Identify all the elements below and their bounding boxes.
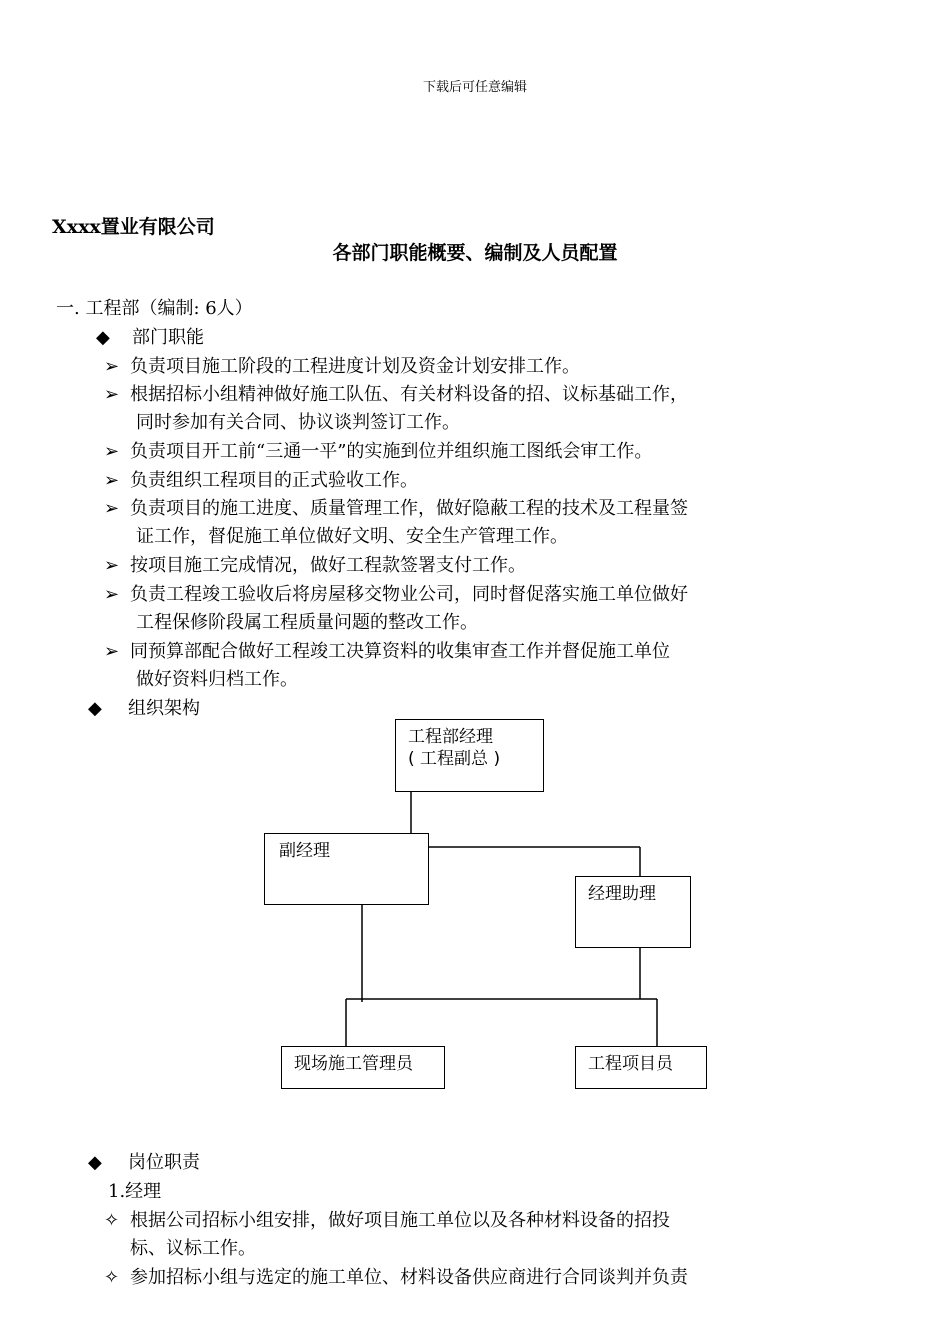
function-item-continuation: 做好资料归档工作。: [136, 669, 298, 690]
duties-heading-label: 岗位职责: [128, 1152, 200, 1173]
manager-title: 工程部经理: [408, 727, 493, 747]
function-item: ➢ 负责工程竣工验收后将房屋移交物业公司，同时督促落实施工单位做好: [104, 584, 688, 605]
function-item: ➢ 同预算部配合做好工程竣工决算资料的收集审查工作并督促施工单位: [104, 641, 670, 662]
diamond-bullet-icon: ◆: [88, 1152, 102, 1173]
duty-item: ✧ 参加招标小组与选定的施工单位、材料设备供应商进行合同谈判并负责: [104, 1267, 688, 1288]
star-bullet-icon: ✧: [104, 1267, 120, 1288]
manager-subtitle: ( 工程副总 ): [408, 749, 501, 769]
function-item-continuation: 证工作，督促施工单位做好文明、安全生产管理工作。: [136, 526, 568, 547]
org-node-assistant: 经理助理: [575, 876, 691, 948]
duty-item-continuation: 标、议标工作。: [130, 1238, 256, 1259]
function-item-continuation: 同时参加有关合同、协议谈判签订工作。: [136, 412, 460, 433]
company-name: Xxxx置业有限公司: [52, 216, 215, 238]
function-item: ➢ 负责组织工程项目的正式验收工作。: [104, 470, 418, 491]
arrow-bullet-icon: ➢: [104, 441, 120, 462]
arrow-bullet-icon: ➢: [104, 641, 120, 662]
function-item: ➢ 负责项目施工阶段的工程进度计划及资金计划安排工作。: [104, 356, 580, 377]
org-node-project-staff: 工程项目员: [575, 1046, 707, 1089]
section-heading: 一. 工程部（编制: 6人）: [56, 298, 253, 319]
arrow-bullet-icon: ➢: [104, 356, 120, 377]
org-node-deputy: 副经理: [264, 833, 429, 905]
duty-item: ✧ 根据公司招标小组安排，做好项目施工单位以及各种材料设备的招投: [104, 1210, 670, 1231]
functions-heading-label: 部门职能: [132, 327, 204, 348]
duty-title: 1.经理: [108, 1181, 162, 1202]
arrow-bullet-icon: ➢: [104, 470, 120, 491]
diamond-bullet-icon: ◆: [96, 327, 110, 348]
diamond-bullet-icon: ◆: [88, 698, 102, 719]
arrow-bullet-icon: ➢: [104, 498, 120, 519]
arrow-bullet-icon: ➢: [104, 555, 120, 576]
function-item: ➢ 按项目施工完成情况，做好工程款签署支付工作。: [104, 555, 526, 576]
org-node-manager: [395, 719, 544, 792]
function-item: ➢ 负责项目的施工进度、质量管理工作，做好隐蔽工程的技术及工程量签: [104, 498, 688, 519]
arrow-bullet-icon: ➢: [104, 384, 120, 405]
org-heading-label: 组织架构: [128, 698, 200, 719]
function-item: ➢ 负责项目开工前“三通一平”的实施到位并组织施工图纸会审工作。: [104, 441, 653, 462]
function-item-continuation: 工程保修阶段属工程质量问题的整改工作。: [136, 612, 478, 633]
star-bullet-icon: ✧: [104, 1210, 120, 1231]
function-item: ➢ 根据招标小组精神做好施工队伍、有关材料设备的招、议标基础工作，: [104, 384, 688, 405]
arrow-bullet-icon: ➢: [104, 584, 120, 605]
page-header: 下载后可任意编辑: [422, 80, 527, 95]
duties-heading: [88, 1148, 200, 1174]
document-title: 各部门职能概要、编制及人员配置: [332, 242, 618, 264]
org-node-site-manager: 现场施工管理员: [281, 1046, 445, 1089]
